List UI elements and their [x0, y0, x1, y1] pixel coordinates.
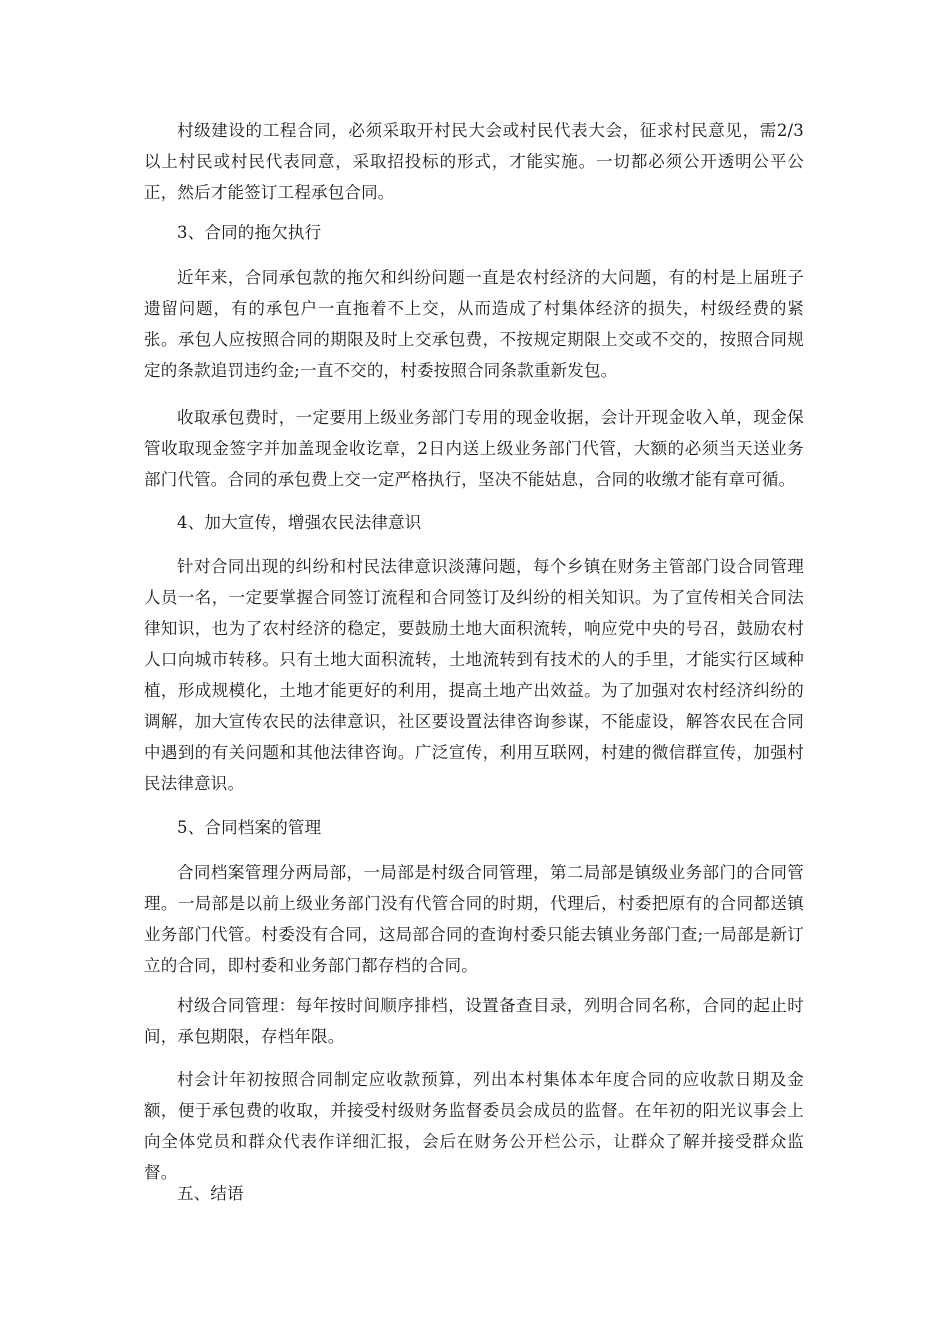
heading-legal-awareness: 4、加大宣传，增强农民法律意识 [177, 513, 422, 532]
paragraph-fee-collection: 收取承包费时，一定要用上级业务部门专用的现金收据，会计开现金收入单，现金保管收取现金签字并加盖现金收讫章，2日内送上级业务部门代管，大额的必须当天送业务部门代管。合同的承包费上交一定严格执行，坚决不能姑息，合同的收缴才能有章可循。 [144, 408, 804, 489]
paragraph-budget-supervision: 村会计年初按照合同制定应收款预算，列出本村集体本年度合同的应收款日期及金额，便于承包费的收取，并接受村级财务监督委员会成员的监督。在年初的阳光议事会上向全体党员和群众代表作详细汇报，会后在财务公开栏公示，让群众了解并接受群众监督。 [144, 1070, 804, 1182]
paragraph-arrears-issue: 近年来，合同承包款的拖欠和纠纷问题一直是农村经济的大问题，有的村是上届班子遗留问题，有的承包户一直拖着不上交，从而造成了村集体经济的损失，村级经费的紧张。承包人应按照合同的期限及时上交承包费，不按规定期限上交或不交的，按照合同规定的条款追罚违约金;一直不交的，村委按照合同条款重新发包。 [144, 268, 804, 380]
paragraph-archive-management: 合同档案管理分两局部，一局部是村级合同管理，第二局部是镇级业务部门的合同管理。一局部是以前上级业务部门没有代管合同的时期，代理后，村委把原有的合同都送镇业务部门代管。村委没有合同，这局部合同的查询村委只能去镇业务部门查;一局部是新订立的合同，即村委和业务部门都存档的合同。 [144, 863, 804, 975]
heading-archive-management: 5、合同档案的管理 [177, 818, 322, 837]
paragraph-engineering-contract: 村级建设的工程合同，必须采取开村民大会或村民代表大会，征求村民意见，需2/3以上村民或村民代表同意，采取招投标的形式，才能实施。一切都必须公开透明公平公正，然后才能签订工程承包合同。 [144, 121, 804, 202]
heading-conclusion: 五、结语 [177, 1184, 244, 1203]
paragraph-legal-awareness: 针对合同出现的纠纷和村民法律意识淡薄问题，每个乡镇在财务主管部门设合同管理人员一名，一定要掌握合同签订流程和合同签订及纠纷的相关知识。为了宣传相关合同法律知识，也为了农村经济的稳定，要鼓励土地大面积流转，响应党中央的号召，鼓励农村人口向城市转移。只有土地大面积流转，土地流转到有技术的人的手里，才能实行区域种植，形成规模化，土地才能更好的利用，提高土地产出效益。为了加强对农村经济纠纷的调解，加大宣传农民的法律意识，社区要设置法律咨询参谋，不能虚设，解答农民在合同中遇到的有关问题和其他法律咨询。广泛宣传，利用互联网，村建的微信群宣传，加强村民法律意识。 [144, 557, 804, 793]
heading-contract-arrears: 3、合同的拖欠执行 [177, 223, 322, 242]
paragraph-village-contract-management: 村级合同管理：每年按时间顺序排档，设置备查目录，列明合同名称，合同的起止时间，承包期限，存档年限。 [144, 996, 804, 1046]
